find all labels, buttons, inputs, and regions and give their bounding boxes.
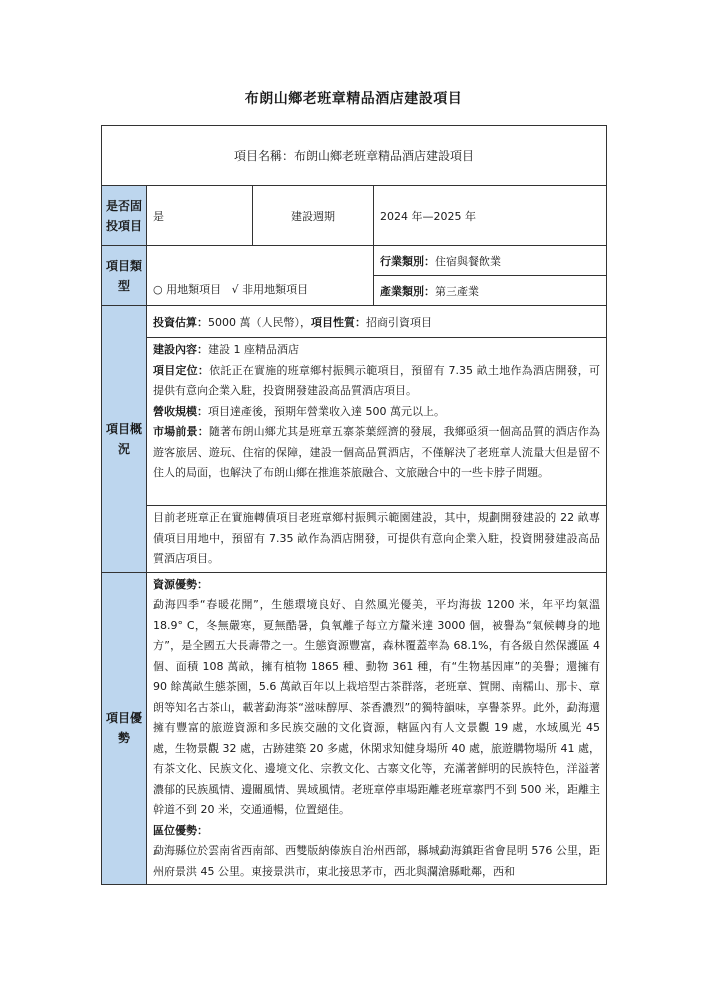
fixed-investment-label: 是否固投項目 bbox=[102, 186, 147, 246]
content-label: 建設內容： bbox=[153, 343, 208, 356]
market-value: 隨著布朗山鄉尤其是班章五寨茶葉經濟的發展，我鄉亟須一個高品質的酒店作為遊客旅居、遊玩、住宿的保障，建設一個高品質酒店，不僅解決了老班章人流量大但是留不住人的局面，也解決了布朗山鄉在推進茶旅融合、文旅融合中的一些卡脖子問題。 bbox=[153, 425, 601, 479]
sector-label: 產業類別： bbox=[380, 284, 435, 298]
fixed-investment-row bbox=[102, 186, 607, 246]
position-value: 依託正在實施的班章鄉村振興示範項目，預留有 7.35 畝土地作為酒店開發，可提供有意向企業入駐，投資開發建設高品質酒店項目。 bbox=[153, 363, 601, 397]
advantage-label: 項目優勢 bbox=[102, 572, 147, 885]
project-type-label: 項目類型 bbox=[102, 246, 147, 306]
resource-title: 資源優勢： bbox=[153, 577, 208, 591]
revenue-paragraph bbox=[153, 402, 600, 423]
advantage-row bbox=[102, 572, 607, 885]
industry-value: 住宿與餐飲業 bbox=[435, 254, 501, 268]
content-paragraph bbox=[153, 340, 600, 361]
project-name-row bbox=[102, 126, 607, 186]
market-label: 市場前景： bbox=[153, 425, 209, 438]
overview-note bbox=[147, 506, 607, 573]
document-title: 布朗山鄉老班章精品酒店建設項目 bbox=[244, 91, 463, 107]
invest-value: 5000 萬（人民幣）， bbox=[208, 315, 311, 329]
market-paragraph bbox=[153, 422, 600, 484]
nature-value: 招商引資項目 bbox=[366, 315, 432, 329]
overview-note-text: 目前老班章正在實施轉債項目老班章鄉村振興示範園建設，其中，規劃開發建設的 22 畝專債項目用地中，預留有 7.35 畝作為酒店開發，可提供有意向企業入駐，投資開發建設高品質酒店項目。 bbox=[153, 511, 601, 565]
period-value: 2024 年—2025 年 bbox=[374, 186, 607, 246]
location-title: 區位優勢： bbox=[153, 823, 208, 837]
fixed-investment-value: 是 bbox=[147, 186, 253, 246]
project-type-row-1 bbox=[102, 246, 607, 276]
sector-cell bbox=[374, 276, 607, 306]
position-label: 項目定位： bbox=[153, 363, 210, 377]
invest-label: 投資估算： bbox=[153, 315, 208, 329]
project-table bbox=[101, 125, 607, 885]
industry-cell bbox=[374, 246, 607, 276]
period-label: 建設週期 bbox=[253, 186, 374, 246]
overview-note-row bbox=[102, 506, 607, 573]
overview-detail bbox=[147, 338, 607, 506]
nature-label: 項目性質： bbox=[311, 315, 366, 329]
resource-text: 勐海四季“春暖花開”，生態環境良好、自然風光優美，平均海拔 1200 米，年平均氣溫 18.9° C，冬無嚴寒，夏無酷暑，負氧離子每立方釐米達 3000 個，被譽為“氣候轉身的地方”，是全國五大長壽帶之一。生態資源豐富，森林覆蓋率為 68.1%，有各級自然保護區 4 個、面積 108 萬畝，擁有植物 1865 種、動物 361 種，有“生物基因庫”的美譽；還擁有 90 餘萬畝生態茶園，5.6 萬畝百年以上栽培型古茶群落，老班章、賀開、南糯山、那卡、章朗等知名古茶山，載著勐海茶“滋味醇厚、茶香濃烈”的獨特韻味，享譽茶界。此外，勐海還擁有豐富的旅遊資源和多民族交融的文化資源，轄區內有人文景觀 19 處，水域風光 45 處，生物景觀 32 處，古跡建築 20 多處，休閑求知健身場所 40 處，旅遊購物場所 41 處，有茶文化、民族文化、邊境文化、宗教文化、古寨文化等，充滿著鮮明的民族特色，洋溢著濃郁的民族風情、邊關風情、異域風情。老班章停車場距離老班章寨門不到 500 米，距離主幹道不到 20 米，交通通暢，位置絕佳。 bbox=[153, 598, 601, 816]
investment-cell bbox=[147, 306, 607, 338]
sector-value: 第三產業 bbox=[435, 284, 479, 298]
project-name: 項目名稱：布朗山鄉老班章精品酒店建設項目 bbox=[102, 126, 607, 186]
advantage-content bbox=[147, 572, 607, 885]
land-type-options: ○ 用地類項目 √ 非用地類項目 bbox=[147, 246, 374, 306]
investment-row bbox=[102, 306, 607, 338]
location-text: 勐海縣位於雲南省西南部、西雙版納傣族自治州西部，縣城勐海鎮距省會昆明 576 公里，距州府景洪 45 公里。東接景洪市，東北接思茅市，西北與瀾滄縣毗鄰，西和 bbox=[153, 844, 601, 878]
industry-label: 行業類別： bbox=[380, 254, 435, 268]
revenue-value: 項目達產後，預期年營業收入達 500 萬元以上。 bbox=[208, 404, 445, 418]
content-value: 建設 1 座精品酒店 bbox=[208, 343, 299, 356]
overview-detail-row bbox=[102, 338, 607, 506]
position-paragraph bbox=[153, 361, 600, 402]
revenue-label: 營收規模： bbox=[153, 404, 208, 418]
overview-label: 項目概況 bbox=[102, 306, 147, 573]
